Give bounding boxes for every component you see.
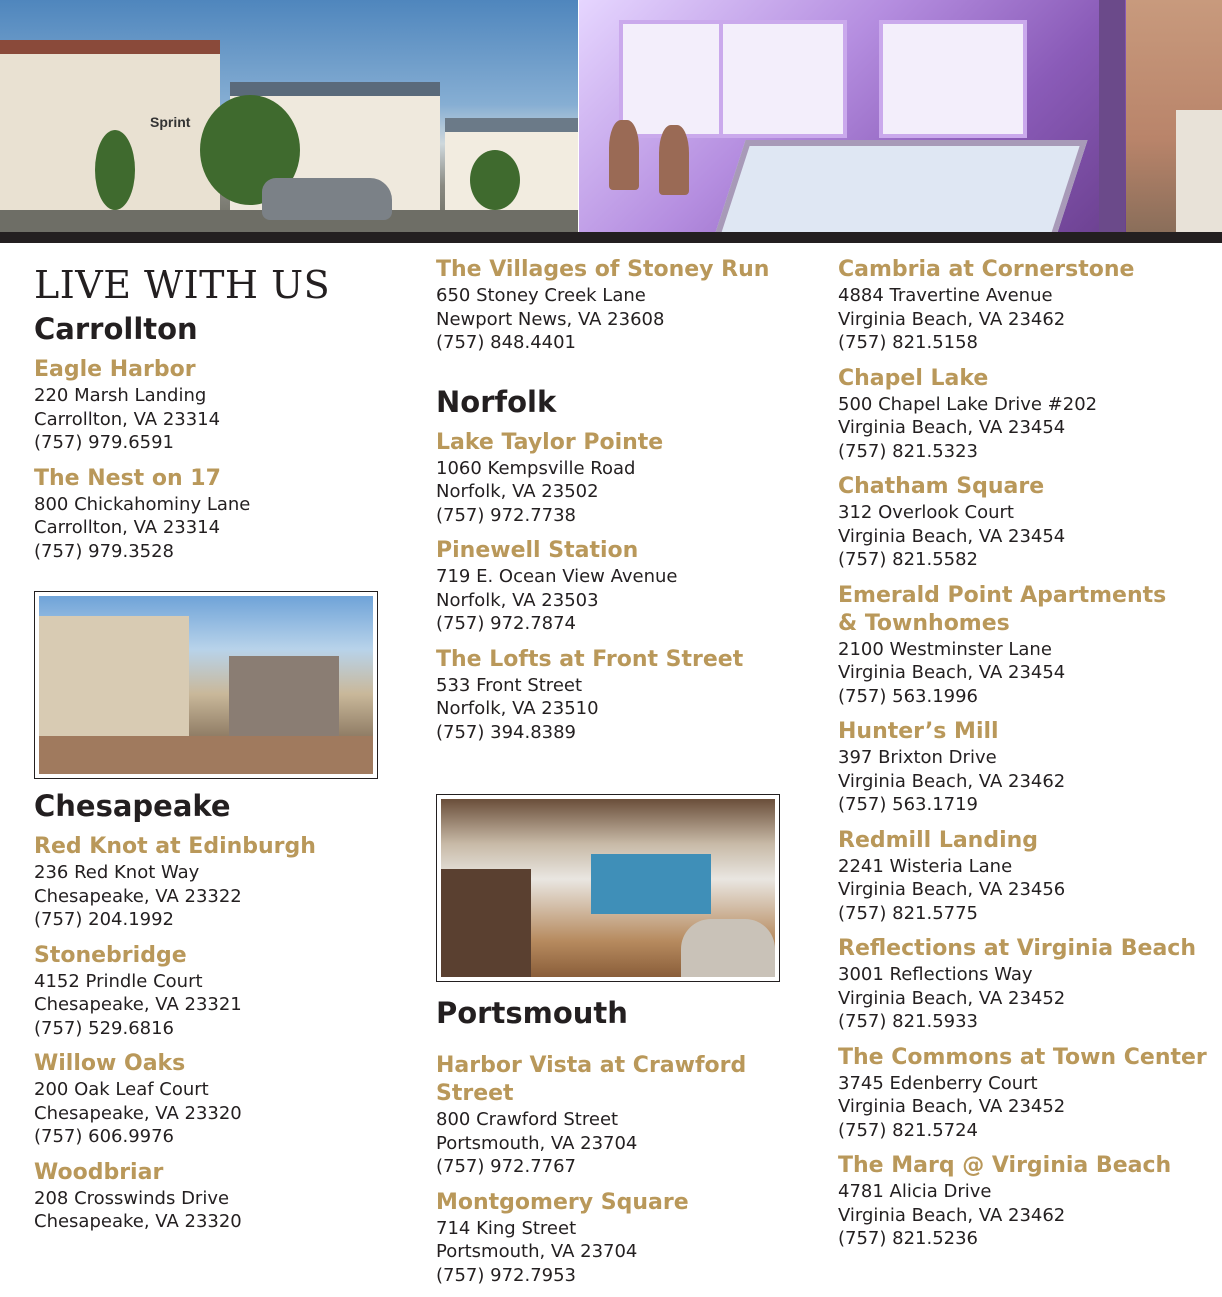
property-name[interactable]: The Lofts at Front Street: [436, 646, 744, 672]
property-city: Virginia Beach, VA 23462: [838, 770, 1066, 792]
property-listing: [436, 1052, 826, 1179]
property-name[interactable]: Red Knot at Edinburgh: [34, 834, 316, 859]
property-street: 714 King Street: [436, 1217, 577, 1239]
property-listing: [436, 1189, 826, 1288]
property-street: 397 Brixton Drive: [838, 747, 997, 768]
property-street: 4884 Travertine Avenue: [838, 285, 1053, 306]
property-phone[interactable]: (757) 821.5933: [838, 1011, 979, 1032]
property-city: Virginia Beach, VA 23462: [838, 308, 1066, 330]
property-street: 719 E. Ocean View Avenue: [436, 566, 678, 587]
tower-photo: [1126, 0, 1222, 232]
property-city: Newport News, VA 23608: [436, 308, 665, 330]
column-right: [838, 256, 1222, 1261]
property-phone[interactable]: (757) 972.7874: [436, 613, 577, 634]
property-name[interactable]: Willow Oaks: [34, 1051, 186, 1076]
tower-building-image: [1176, 110, 1222, 232]
property-listing: [34, 1050, 414, 1149]
property-city: Virginia Beach, VA 23454: [838, 662, 1066, 683]
property-street: 4152 Prindle Court: [34, 970, 203, 992]
property-name[interactable]: Redmill Landing: [838, 827, 1039, 853]
window-image: [719, 20, 847, 138]
column-middle: [436, 256, 826, 1297]
courtyard-photo: [34, 591, 378, 779]
property-street: 2100 Westminster Lane: [838, 638, 1052, 660]
page-heading: LIVE WITH US: [34, 263, 331, 307]
property-city: Virginia Beach, VA 23452: [838, 987, 1066, 1009]
property-city: Carrollton, VA 23314: [34, 408, 221, 430]
property-street: 800 Chickahominy Lane: [34, 493, 251, 515]
courtyard-image: [39, 596, 373, 774]
property-phone[interactable]: (757) 848.4401: [436, 332, 577, 353]
property-city: Portsmouth, VA 23704: [436, 1132, 638, 1154]
property-city: Norfolk, VA 23510: [436, 698, 599, 719]
property-city: Virginia Beach, VA 23462: [838, 1204, 1066, 1226]
property-phone[interactable]: (757) 821.5724: [838, 1119, 979, 1141]
property-listing: [34, 942, 414, 1041]
property-phone[interactable]: (757) 979.6591: [34, 432, 175, 453]
property-name[interactable]: Chapel Lake: [838, 365, 989, 391]
property-city: Chesapeake, VA 23320: [34, 1102, 242, 1124]
property-phone[interactable]: (757) 563.1996: [838, 685, 979, 707]
patio: [39, 736, 373, 774]
property-street: 3001 Reflections Way: [838, 964, 1033, 985]
property-city: Chesapeake, VA 23320: [34, 1211, 242, 1232]
property-city: Chesapeake, VA 23321: [34, 994, 242, 1015]
property-street: 800 Crawford Street: [436, 1109, 619, 1130]
property-name[interactable]: The Villages of Stoney Run: [436, 257, 770, 282]
property-street: 200 Oak Leaf Court: [34, 1079, 209, 1100]
property-name[interactable]: The Commons at Town Center: [838, 1044, 1207, 1070]
clubhouse-photo: [579, 0, 1126, 232]
property-street: 1060 Kempsville Road: [436, 457, 636, 479]
property-name[interactable]: The Nest on 17: [34, 465, 221, 491]
property-name[interactable]: Emerald Point Apartments: [838, 582, 1167, 608]
property-street: 236 Red Knot Way: [34, 862, 200, 883]
property-listing: [838, 365, 1222, 464]
property-street: 4781 Alicia Drive: [838, 1181, 992, 1202]
property-phone[interactable]: (757) 821.5158: [838, 332, 979, 353]
property-name[interactable]: Pinewell Station: [436, 538, 639, 563]
property-listing: [838, 718, 1222, 817]
property-phone[interactable]: (757) 979.3528: [34, 540, 175, 562]
property-listing: [436, 537, 826, 636]
city-heading-portsmouth: Portsmouth: [436, 996, 628, 1030]
property-listing: [838, 582, 1222, 709]
tree-image: [95, 130, 135, 210]
property-city: Carrollton, VA 23314: [34, 517, 221, 538]
property-city: Virginia Beach, VA 23456: [838, 879, 1066, 900]
property-listing: [838, 1044, 1222, 1143]
property-street: 2241 Wisteria Lane: [838, 855, 1013, 877]
property-name[interactable]: Stonebridge: [34, 942, 187, 968]
property-city: Virginia Beach, VA 23454: [838, 417, 1066, 438]
property-phone[interactable]: (757) 529.6816: [34, 1017, 175, 1039]
property-listing: [436, 256, 826, 355]
tree-image: [470, 150, 520, 210]
property-street: 533 Front Street: [436, 674, 583, 696]
property-phone[interactable]: (757) 204.1992: [34, 909, 175, 930]
property-phone[interactable]: (757) 394.8389: [436, 721, 577, 743]
banner-divider: [0, 232, 1222, 243]
property-listing: [838, 935, 1222, 1034]
bar-stool-image: [609, 120, 639, 190]
property-name[interactable]: Montgomery Square: [436, 1189, 689, 1215]
property-name[interactable]: Harbor Vista at Crawford Street: [436, 1053, 747, 1106]
property-listing: [34, 465, 414, 564]
property-phone[interactable]: (757) 821.5775: [838, 902, 979, 924]
property-street: 312 Overlook Court: [838, 502, 1014, 523]
property-city: Norfolk, VA 23502: [436, 481, 599, 502]
property-name[interactable]: The Marq @ Virginia Beach: [838, 1153, 1172, 1178]
property-name[interactable]: Chatham Square: [838, 474, 1045, 499]
property-phone[interactable]: (757) 563.1719: [838, 794, 979, 815]
property-street: 650 Stoney Creek Lane: [436, 285, 646, 306]
property-street: 208 Crosswinds Drive: [34, 1187, 230, 1209]
property-listing: [838, 473, 1222, 572]
city-heading-norfolk: Norfolk: [436, 384, 557, 419]
header-banner: [0, 0, 1222, 232]
property-name-continued[interactable]: & Townhomes: [838, 610, 1010, 636]
column-left: [34, 256, 414, 1244]
tv-wall: [591, 854, 711, 914]
property-street: 3745 Edenberry Court: [838, 1072, 1038, 1094]
property-phone[interactable]: (757) 606.9976: [34, 1126, 175, 1147]
shopping-center-photo: [0, 0, 578, 232]
chairs: [681, 919, 775, 977]
property-city: Portsmouth, VA 23704: [436, 1241, 638, 1262]
property-listing: [436, 646, 826, 745]
property-listing: [436, 429, 826, 528]
property-street: 500 Chapel Lake Drive #202: [838, 393, 1098, 415]
property-phone[interactable]: (757) 821.5582: [838, 549, 979, 570]
city-heading-carrollton: Carrollton: [34, 312, 198, 346]
property-phone[interactable]: (757) 972.7767: [436, 1156, 577, 1177]
lounge-photo: [436, 794, 780, 982]
car-image: [262, 178, 392, 220]
property-phone[interactable]: (757) 972.7953: [436, 1264, 577, 1286]
property-listing: [838, 256, 1222, 355]
property-city: Norfolk, VA 23503: [436, 589, 599, 611]
property-street: 220 Marsh Landing: [34, 385, 207, 406]
city-heading-chesapeake: Chesapeake: [34, 789, 231, 823]
property-name[interactable]: Woodbriar: [34, 1159, 164, 1185]
store-sign: Sprint: [150, 114, 191, 130]
lounge-image: [441, 799, 775, 977]
property-phone[interactable]: (757) 821.5323: [838, 440, 979, 462]
property-name[interactable]: Hunter’s Mill: [838, 719, 999, 744]
property-listing: [838, 827, 1222, 926]
property-city: Virginia Beach, VA 23452: [838, 1096, 1066, 1117]
building-wing: [229, 656, 339, 746]
property-name[interactable]: Lake Taylor Pointe: [436, 429, 664, 455]
column-image: [1099, 0, 1125, 232]
property-listing: [34, 833, 414, 932]
building-wing: [39, 616, 189, 746]
counter: [441, 869, 531, 977]
window-image: [879, 20, 1027, 138]
property-name[interactable]: Eagle Harbor: [34, 357, 196, 382]
property-listing: [34, 1159, 414, 1234]
property-phone[interactable]: (757) 972.7738: [436, 504, 577, 526]
property-name[interactable]: Cambria at Cornerstone: [838, 257, 1135, 282]
property-name[interactable]: Reflections at Virginia Beach: [838, 936, 1197, 961]
bar-stool-image: [659, 125, 689, 195]
property-listing: [34, 356, 414, 455]
property-city: Virginia Beach, VA 23454: [838, 525, 1066, 547]
pool-table-image: [712, 140, 1087, 232]
property-listing: [838, 1152, 1222, 1251]
property-phone[interactable]: (757) 821.5236: [838, 1228, 979, 1249]
property-city: Chesapeake, VA 23322: [34, 885, 242, 907]
